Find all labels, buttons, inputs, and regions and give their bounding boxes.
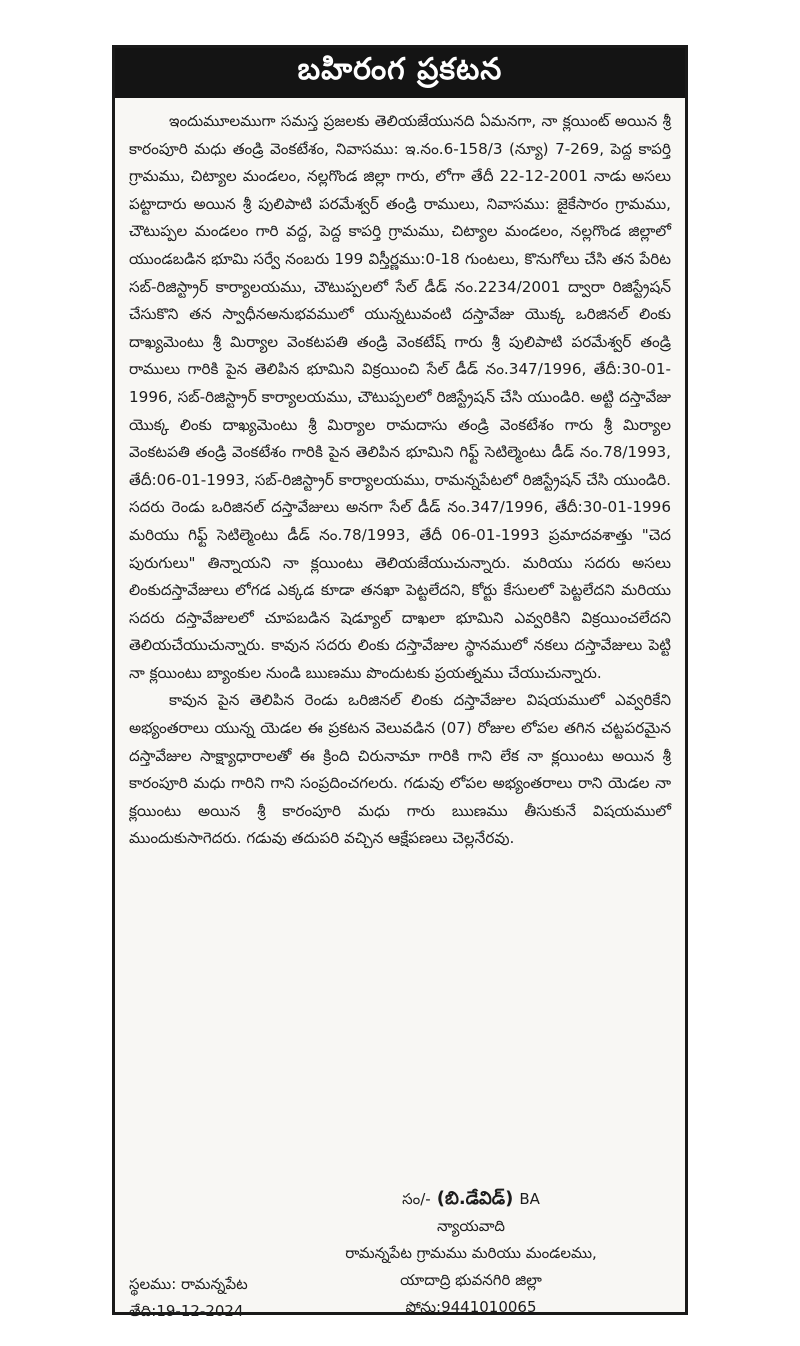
notice-paragraph-1: ఇందుమూలముగా సమస్త ప్రజలకు తెలియజేయునది ఏమనగా, నా క్లయింట్ అయిన శ్రీ కారంపూరి మధు తండ్రి వెంకటేశం, నివాసము: ఇ.నం.6-158/3 (న్యూ) 7-269, పెద్ద కాపర్తి గ్రామము, చిట్యాల మండలం, నల్లగొండ జిల్లా గారు, లోగా తేదీ 22-12-2001 నాడు అసలు పట్టాదారు అయిన శ్రీ పులిపాటి పరమేశ్వర్ తండ్రి రాములు, నివాసము: జైకేసారం గ్రామము, చౌటుప్పల మండలం గారి వద్ద, పెద్ద కాపర్తి గ్రామము, చిట్యాల మండలం, నల్లగొండ జిల్లాలో యుండబడిన భూమి సర్వే నంబరు 199 విస్తీర్ణము:0-18 గుంటలు, కొనుగోలు చేసి తన పేరిట సబ్-రిజిస్ట్రార్ కార్యాలయము, చౌటుప్పలలో సేల్ డీడ్ నం.2234/2001 ద్వారా రిజిస్ట్రేషన్ చేసుకొని తన స్వాధీనఅనుభవములో యున్నటువంటి దస్తావేజు యొక్క ఒరిజినల్ లింకు దాఖ్యమెంటు శ్రీ మిర్యాల వెంకటపతి తండ్రి వెంకటేష్ గారు శ్రీ పులిపాటి పరమేశ్వర్ తండ్రి రాములు గారికి పైన తెలిపిన భూమిని విక్రయించి సేల్ డీడ్ నం.347/1996, తేదీ:30-01-1996, సబ్-రిజిస్ట్రార్ కార్యాలయము, చౌటుప్పలలో రిజిస్ట్రేషన్ చేసి యుండిరి. అట్టి దస్తావేజు యొక్క లింకు దాఖ్యమెంటు శ్రీ మిర్యాల రామదాసు తండ్రి వెంకటేశం గారు శ్రీ మిర్యాల వెంకటపతి తండ్రి వెంకటేశం గారికి పైన తెలిపిన భూమిని గిఫ్ట్ సెటిల్మెంటు డీడ్ నం.78/1993, తేదీ:06-01-1993, సబ్-రిజిస్ట్రార్ కార్యాలయము, రామన్నపేటలో రిజిస్ట్రేషన్ చేసి యుండిరి. సదరు రెండు ఒరిజినల్ దస్తావేజులు అనగా సేల్ డీడ్ నం.347/1996, తేదీ:30-01-1996 మరియు గిఫ్ట్ సెటిల్మెంటు డీడ్ నం.78/1993, తేదీ 06-01-1993 ప్రమాదవశాత్తు "చెద పురుగులు" తిన్నాయని నా క్లయింటు తెలియజేయుచున్నారు. మరియు సదరు అసలు లింకుదస్తావేజులు లోగడ ఎక్కడ కూడా తనఖా పెట్టలేదని, కోర్టు కేసులలో పెట్టలేదని మరియు సదరు దస్తావేజులలో చూపబడిన షెడ్యూల్ దాఖలా భూమిని ఎవ్వరికిని విక్రయించలేదని తెలియచేయుచున్నారు. కావున సదరు లింకు దస్తావేజుల స్థానములో నకలు దస్తావేజులు పెట్టి నా క్లయింటు బ్యాంకుల నుండి ఋణము పొందుటకు ప్రయత్నము చేయుచున్నారు. bbox=[129, 112, 671, 682]
public-notice bbox=[112, 45, 688, 1320]
advocate-title: న్యాయవాది bbox=[436, 1217, 506, 1235]
advocate-address-line-1: రామన్నపేట గ్రామము మరియు మండలము, bbox=[345, 1244, 597, 1262]
notice-date: తేది:19-12-2024 bbox=[129, 1302, 244, 1320]
place-date-block bbox=[129, 1271, 248, 1325]
signature-prefix: సం/- bbox=[402, 1190, 431, 1208]
notice-paragraph-2: కావున పైన తెలిపిన రెండు ఒరిజినల్ లింకు దస్తావేజుల విషయములో ఎవ్వరికేని అభ్యంతరాలు యున్న యెడల ఈ ప్రకటన వెలువడిన (07) రోజుల లోపల తగిన చట్టపరమైన దస్తావేజుల సాక్ష్యాధారాలతో ఈ క్రింది చిరునామా గారికి గాని లేక నా క్లయింటు అయిన శ్రీ కారంపూరి మధు గారిని గాని సంప్రదించగలరు. గడువు లోపల అభ్యంతరాలు రాని యెడల నా క్లయింటు అయిన శ్రీ కారంపూరి మధు గారు ఋణము తీసుకునే విషయములో ముందుకుసాగెదరు. గడువు తదుపరి వచ్చిన ఆక్షేపణలు చెల్లనేరవు. bbox=[129, 691, 671, 848]
notice-body bbox=[115, 98, 685, 853]
advocate-phone: ఫోను:9441010065 bbox=[405, 1298, 537, 1316]
notice-title: బహిరంగ ప్రకటన bbox=[115, 48, 685, 98]
advocate-address-line-2: యాదాద్రి భువనగిరి జిల్లా bbox=[400, 1271, 542, 1289]
notice-place: స్థలము: రామన్నపేట bbox=[129, 1275, 248, 1293]
advocate-signature-block bbox=[271, 1185, 671, 1321]
advocate-name: (బి.డేవిడ్) bbox=[436, 1188, 514, 1209]
signature-line bbox=[271, 1185, 671, 1213]
advocate-degree: BA bbox=[519, 1190, 540, 1208]
